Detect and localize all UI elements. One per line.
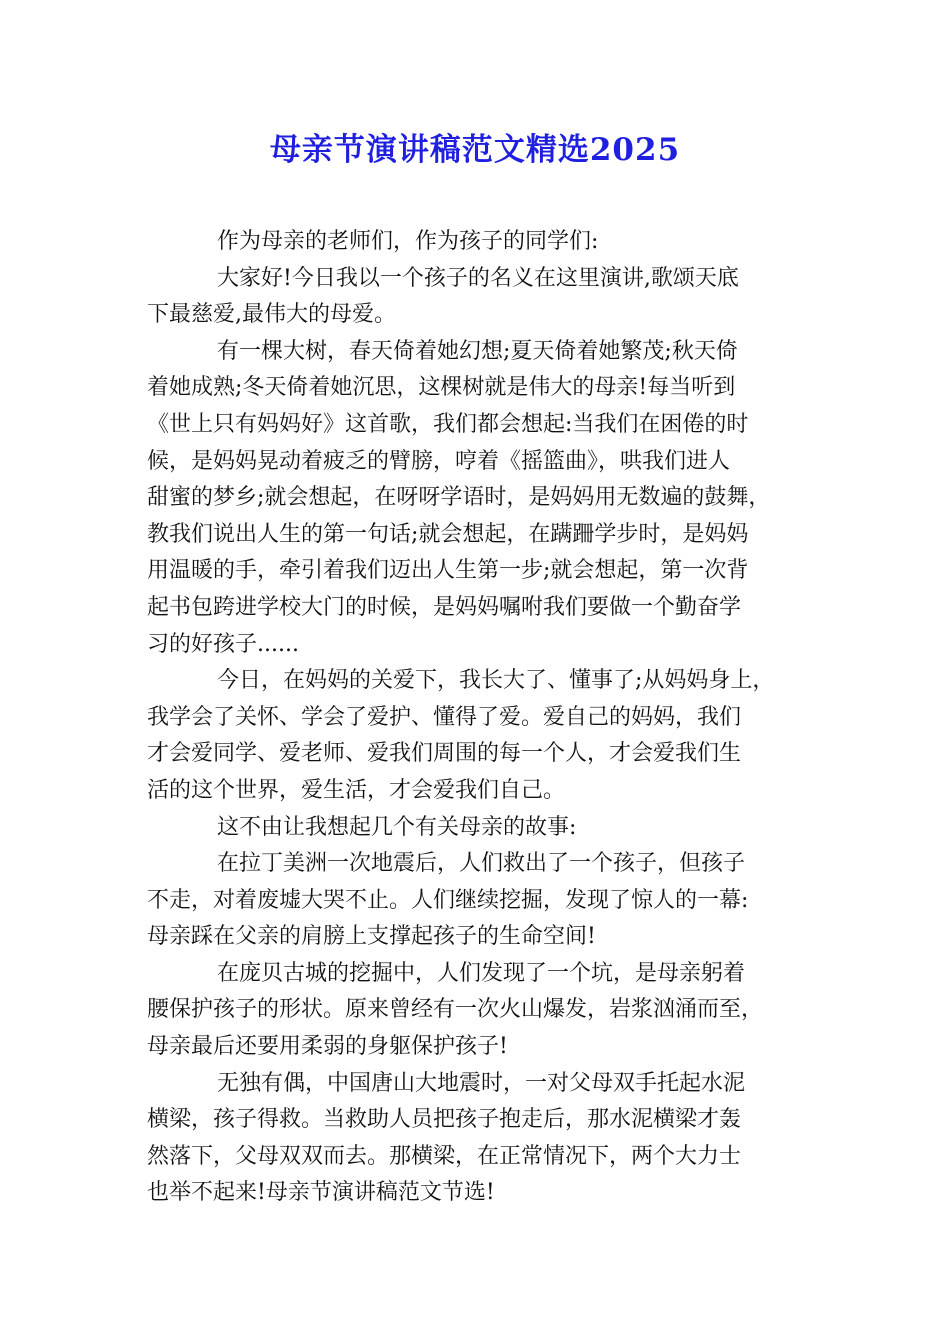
text-line: 《世上只有妈妈好》这首歌，我们都会想起:当我们在困倦的时 — [147, 411, 749, 437]
text-line: 甜蜜的梦乡;就会想起，在呀呀学语时，是妈妈用无数遍的鼓舞， — [147, 485, 771, 511]
text-line: 候，是妈妈晃动着疲乏的臂膀，哼着《摇篮曲》，哄我们进人 — [147, 448, 731, 474]
text-line: 活的这个世界，爱生活，才会爱我们自己。 — [147, 777, 566, 803]
document-body — [147, 224, 807, 1212]
paragraph — [147, 334, 807, 663]
paragraph — [147, 224, 807, 261]
document-title: 母亲节演讲稿范文精选2025 — [269, 132, 681, 168]
paragraph — [147, 261, 807, 334]
text-line: 教我们说出人生的第一句话;就会想起，在蹒跚学步时，是妈妈 — [147, 521, 749, 547]
text-line: 这不由让我想起几个有关母亲的故事: — [217, 814, 577, 840]
text-line: 大家好!今日我以一个孩子的名义在这里演讲,歌颂天底 — [217, 265, 739, 291]
text-line: 习的好孩子...... — [147, 631, 299, 657]
text-line: 作为母亲的老师们，作为孩子的同学们: — [217, 229, 599, 254]
text-line: 不走，对着废墟大哭不止。人们继续挖掘，发现了惊人的一幕: — [147, 887, 749, 913]
text-line: 在庞贝古城的挖掘中，人们发现了一个坑，是母亲躬着 — [217, 960, 746, 986]
text-line: 用温暖的手，牵引着我们迈出人生第一步;就会想起，第一次背 — [147, 558, 749, 584]
paragraph — [147, 956, 807, 1066]
text-line: 着她成熟;冬天倚着她沉思，这棵树就是伟大的母亲!每当听到 — [147, 375, 736, 401]
text-line: 腰保护孩子的形状。原来曾经有一次火山爆发，岩浆汹涌而至， — [147, 997, 764, 1023]
text-line: 在拉丁美洲一次地震后，人们救出了一个孩子，但孩子 — [217, 851, 746, 877]
text-line: 下最慈爱,最伟大的母爱。 — [147, 302, 396, 328]
text-line: 我学会了关怀、学会了爱护、懂得了爱。爱自己的妈妈，我们 — [147, 704, 742, 730]
paragraph — [147, 663, 807, 809]
text-line: 横梁，孩子得救。当救助人员把孩子抱走后，那水泥横梁才轰 — [147, 1107, 742, 1133]
paragraph — [147, 810, 807, 847]
text-line: 也举不起来!母亲节演讲稿范文节选! — [147, 1180, 495, 1206]
text-line: 今日，在妈妈的关爱下，我长大了、懂事了;从妈妈身上， — [217, 668, 775, 694]
text-line: 然落下，父母双双而去。那横梁，在正常情况下，两个大力士 — [147, 1143, 742, 1169]
text-line: 起书包跨进学校大门的时候，是妈妈嘱咐我们要做一个勤奋学 — [147, 594, 742, 620]
paragraph — [147, 1066, 807, 1212]
paragraph — [147, 846, 807, 956]
text-line: 才会爱同学、爱老师、爱我们周围的每一个人，才会爱我们生 — [147, 741, 742, 767]
text-line: 无独有偶，中国唐山大地震时，一对父母双手托起水泥 — [217, 1070, 746, 1096]
text-line: 母亲最后还要用柔弱的身躯保护孩子! — [147, 1034, 508, 1060]
text-line: 母亲踩在父亲的肩膀上支撑起孩子的生命空间! — [147, 924, 596, 950]
text-line: 有一棵大树，春天倚着她幻想;夏天倚着她繁茂;秋天倚 — [217, 338, 738, 364]
